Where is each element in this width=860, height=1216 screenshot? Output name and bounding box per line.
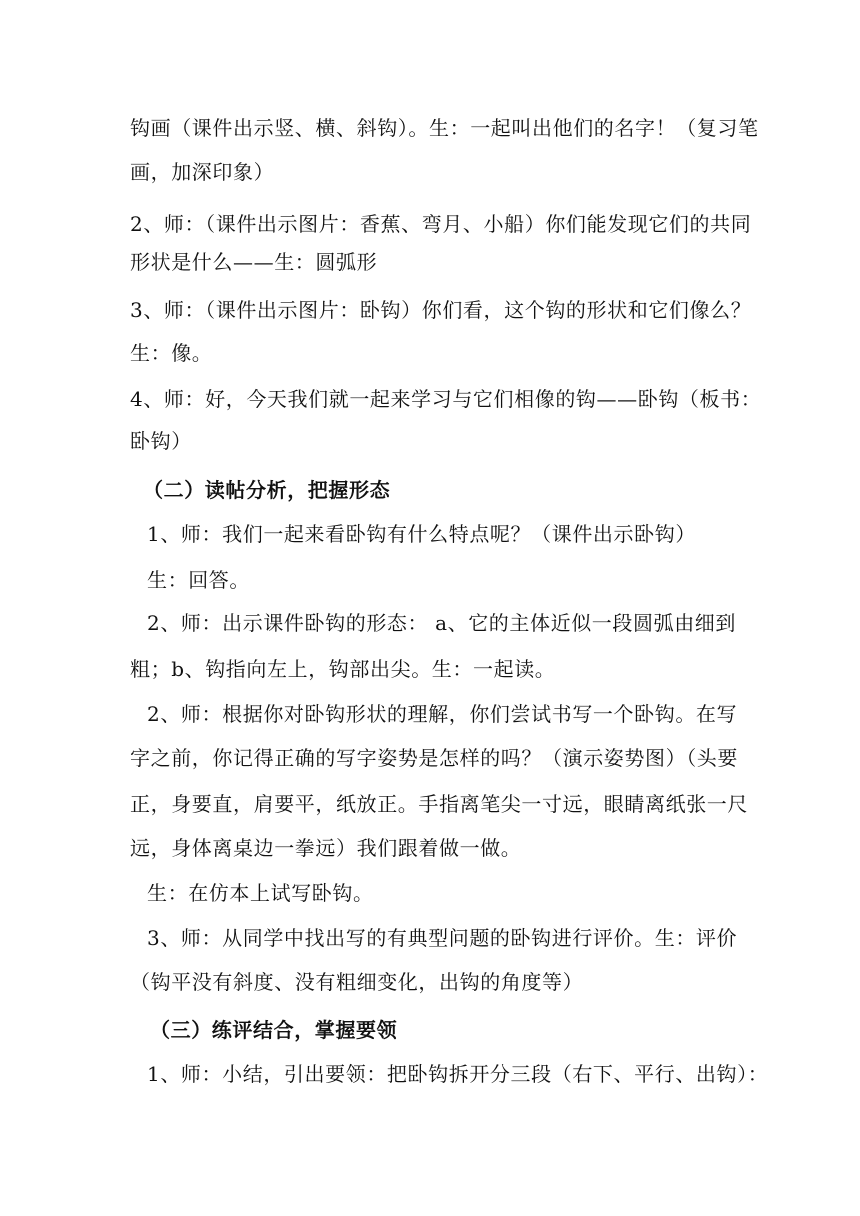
- text-line: 粗；b、钩指向左上，钩部出尖。生：一起读。: [130, 657, 556, 681]
- text-line: 正，身要直，肩要平，纸放正。手指离笔尖一寸远，眼睛离纸张一尺: [130, 792, 748, 816]
- text-line: 生：回答。: [147, 568, 250, 592]
- text-line: 2、师：（课件出示图片：香蕉、弯月、小船）你们能发现它们的共同: [130, 212, 752, 236]
- text-line: 生：像。: [130, 341, 213, 365]
- text-line: 2、师：根据你对卧钩形状的理解，你们尝试书写一个卧钩。在写: [147, 702, 738, 726]
- text-line: （钩平没有斜度、没有粗细变化，出钩的角度等）: [130, 970, 584, 994]
- text-line: 3、师：从同学中找出写的有典型问题的卧钩进行评价。生：评价: [147, 926, 738, 950]
- text-line: 字之前，你记得正确的写字姿势是怎样的吗？（演示姿势图）（头要: [130, 746, 738, 770]
- text-line: 1、师：我们一起来看卧钩有什么特点呢？（课件出示卧钩）: [147, 522, 696, 546]
- text-line: 卧钩）: [130, 429, 192, 453]
- section-heading-2: （二）读帖分析，把握形态: [143, 478, 391, 502]
- text-line: 画，加深印象）: [130, 160, 275, 184]
- text-line: 生：在仿本上试写卧钩。: [147, 881, 374, 905]
- section-heading-3: （三）练评结合，掌握要领: [150, 1018, 398, 1042]
- text-line: 钩画（课件出示竖、横、斜钩）。生：一起叫出他们的名字！（复习笔: [130, 116, 759, 140]
- text-line: 1、师：小结，引出要领：把卧钩拆开分三段（右下、平行、出钩）：: [147, 1062, 769, 1086]
- text-line: 3、师：（课件出示图片：卧钩）你们看，这个钩的形状和它们像么？: [130, 298, 752, 322]
- text-line: 远，身体离桌边一拳远）我们跟着做一做。: [130, 836, 522, 860]
- text-line: 2、师：出示课件卧钩的形态： a、它的主体近似一段圆弧由细到: [147, 611, 737, 635]
- text-line: 4、师：好，今天我们就一起来学习与它们相像的钩——卧钩（板书：: [130, 387, 762, 411]
- text-line: 形状是什么——生：圆弧形: [130, 250, 378, 274]
